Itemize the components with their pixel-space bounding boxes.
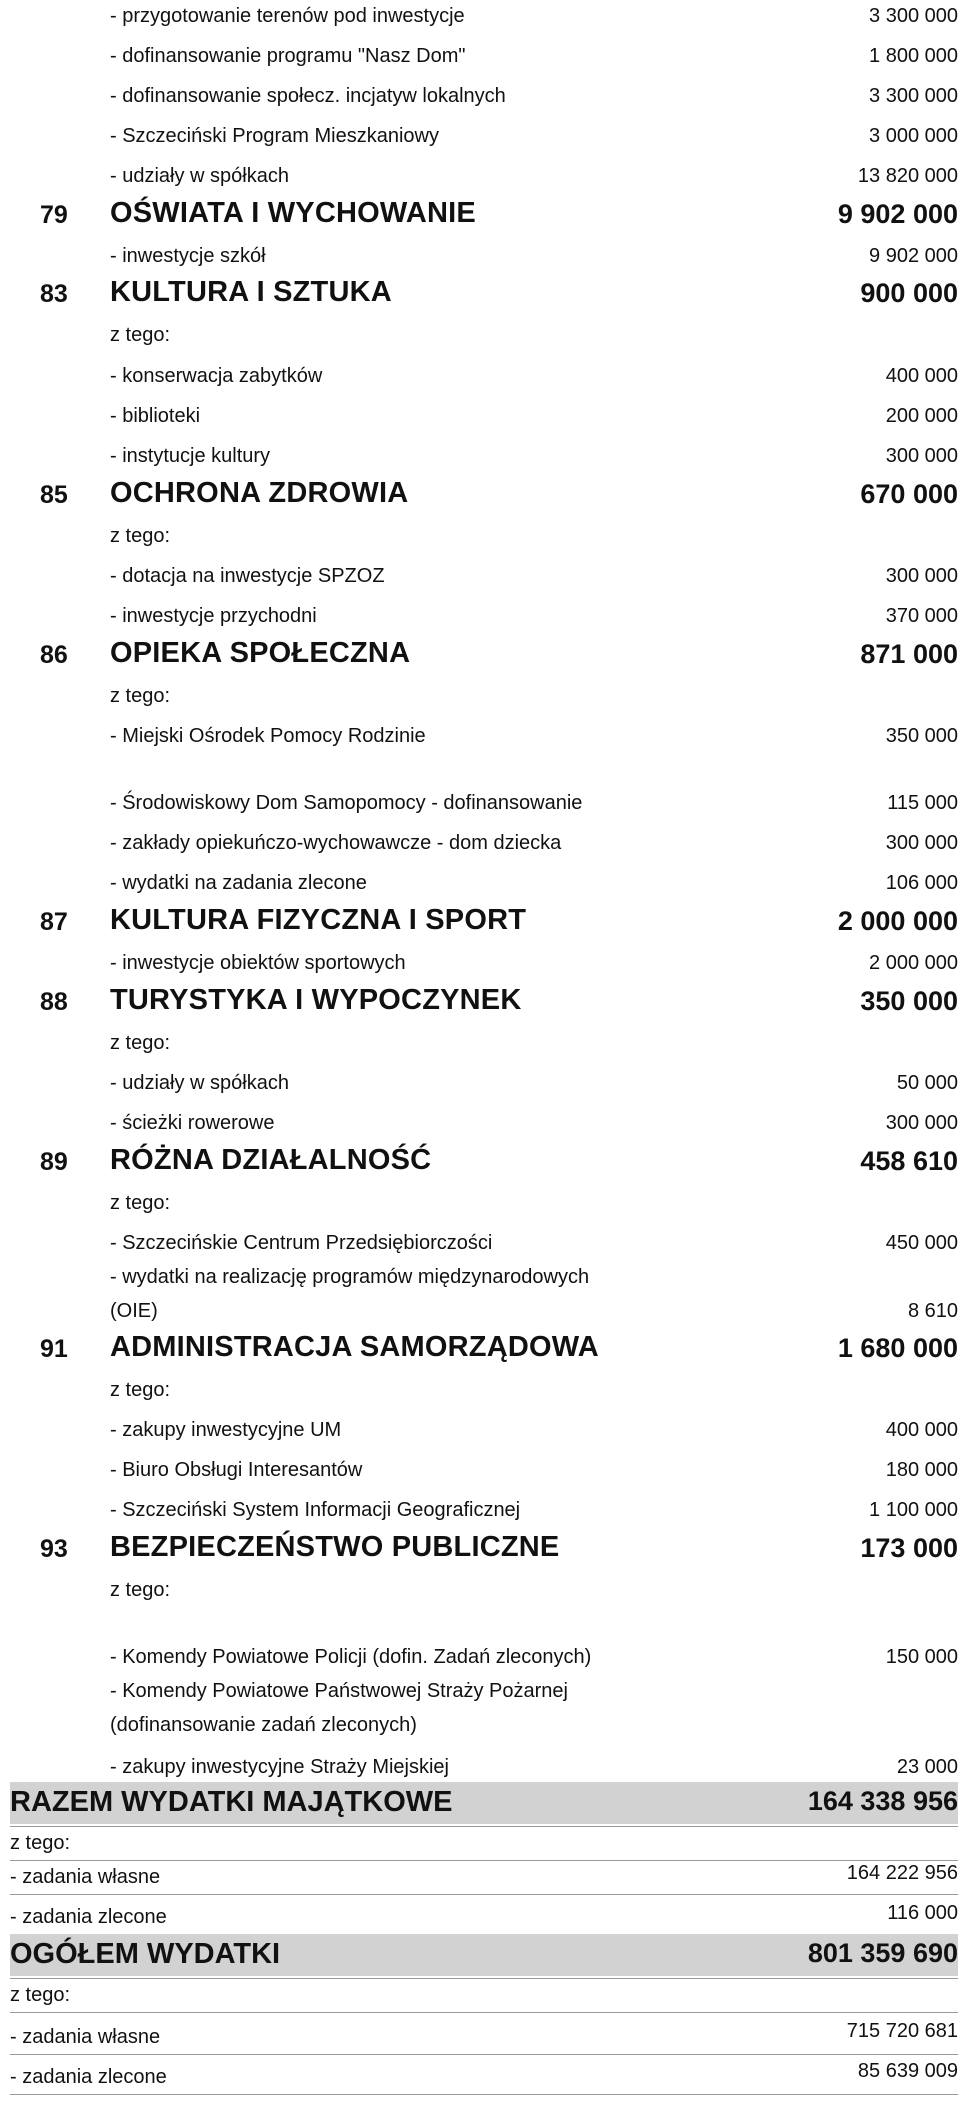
item-row xyxy=(0,241,960,277)
subtotal-row-zlecone xyxy=(0,1902,960,1936)
item-label: - Komendy Powiatowe Policji (dofin. Zadań zleconych) xyxy=(110,1646,592,1668)
item-label: - udziały w spółkach xyxy=(110,165,289,187)
item-row xyxy=(0,1455,960,1491)
item-row xyxy=(0,1296,960,1332)
divider xyxy=(10,1894,958,1895)
section-value: 2 000 000 xyxy=(837,906,958,936)
item-value: 200 000 xyxy=(885,405,958,427)
item-row xyxy=(0,948,960,984)
item-row xyxy=(0,361,960,397)
section-title: RÓŻNA DZIAŁALNOŚĆ xyxy=(110,1144,432,1176)
item-row xyxy=(0,1642,960,1678)
section-value: 458 610 xyxy=(860,1146,958,1176)
ztego-row xyxy=(0,1984,960,2014)
section-title: BEZPIECZEŃSTWO PUBLICZNE xyxy=(110,1531,560,1563)
item-label: - inwestycje obiektów sportowych xyxy=(110,952,406,974)
item-row xyxy=(0,788,960,824)
item-label: - dotacja na inwestycje SPZOZ xyxy=(110,565,385,587)
section-title: KULTURA I SZTUKA xyxy=(110,276,392,308)
item-row xyxy=(0,121,960,157)
item-label: (OIE) xyxy=(110,1300,158,1322)
section-heading-row xyxy=(0,197,960,233)
ztego-row xyxy=(0,1375,960,1411)
item-row xyxy=(0,1676,960,1712)
item-value: 400 000 xyxy=(885,365,958,387)
divider xyxy=(10,1978,958,1979)
item-label: - instytucje kultury xyxy=(110,445,271,467)
item-label: - inwestycje przychodni xyxy=(110,605,317,627)
item-label: - dofinansowanie programu "Nasz Dom" xyxy=(110,45,466,67)
total-title: RAZEM WYDATKI MAJĄTKOWE xyxy=(10,1786,453,1818)
item-label: - zakłady opiekuńczo-wychowawcze - dom dziecka xyxy=(110,832,562,854)
item-value: 106 000 xyxy=(885,872,958,894)
section-value: 1 680 000 xyxy=(837,1333,958,1363)
total-value: 164 338 956 xyxy=(807,1786,958,1816)
section-value: 900 000 xyxy=(860,278,958,308)
item-row xyxy=(0,601,960,637)
section-title: KULTURA FIZYCZNA I SPORT xyxy=(110,904,527,936)
item-row xyxy=(0,401,960,437)
section-value: 9 902 000 xyxy=(837,199,958,229)
item-label: - zakupy inwestycyjne Straży Miejskiej xyxy=(110,1756,449,1778)
section-title: OŚWIATA I WYCHOWANIE xyxy=(110,197,476,229)
ztego-label: z tego: xyxy=(110,1032,171,1054)
item-label: - Szczecińskie Centrum Przedsiębiorczości xyxy=(110,1232,493,1254)
item-label: - udziały w spółkach xyxy=(110,1072,289,1094)
item-value: 450 000 xyxy=(885,1232,958,1254)
divider xyxy=(10,1860,958,1861)
section-code: 86 xyxy=(40,641,68,669)
divider xyxy=(10,1826,958,1827)
ztego-label: z tego: xyxy=(110,685,171,707)
item-value: 300 000 xyxy=(885,445,958,467)
item-label: - Miejski Ośrodek Pomocy Rodzinie xyxy=(110,725,426,747)
item-row xyxy=(0,161,960,197)
divider xyxy=(10,2054,958,2055)
item-row xyxy=(0,561,960,597)
subtotal-value: 164 222 956 xyxy=(846,1862,958,1884)
ztego-row xyxy=(0,1028,960,1064)
item-value: 8 610 xyxy=(907,1300,958,1322)
item-label: - konserwacja zabytków xyxy=(110,365,323,387)
section-value: 350 000 xyxy=(860,986,958,1016)
section-code: 83 xyxy=(40,280,68,308)
item-value: 13 820 000 xyxy=(857,165,958,187)
item-label: - dofinansowanie społecz. incjatyw lokalnych xyxy=(110,85,506,107)
item-value: 300 000 xyxy=(885,565,958,587)
section-code: 79 xyxy=(40,201,68,229)
item-row xyxy=(0,41,960,77)
item-label: - wydatki na zadania zlecone xyxy=(110,872,367,894)
item-value: 23 000 xyxy=(896,1756,958,1778)
section-code: 93 xyxy=(40,1535,68,1563)
item-row xyxy=(0,1262,960,1298)
item-value: 350 000 xyxy=(885,725,958,747)
section-code: 87 xyxy=(40,908,68,936)
section-code: 85 xyxy=(40,481,68,509)
item-value: 9 902 000 xyxy=(869,245,958,267)
ztego-label: z tego: xyxy=(10,1832,71,1854)
subtotal-value: 116 000 xyxy=(887,1902,958,1924)
item-value: 150 000 xyxy=(885,1646,958,1668)
item-label: - inwestycje szkół xyxy=(110,245,266,267)
section-value: 173 000 xyxy=(860,1533,958,1563)
item-value: 3 300 000 xyxy=(869,85,958,107)
ztego-row xyxy=(0,1188,960,1224)
item-label: - Środowiskowy Dom Samopomocy - dofinansowanie xyxy=(110,792,583,814)
item-value: 3 000 000 xyxy=(869,125,958,147)
section-heading-row xyxy=(0,1531,960,1567)
item-label: - Komendy Powiatowe Państwowej Straży Pożarnej xyxy=(110,1680,568,1702)
item-row xyxy=(0,868,960,904)
item-value: 2 000 000 xyxy=(869,952,958,974)
item-row xyxy=(0,1068,960,1104)
subtotal-label: - zadania własne xyxy=(10,2026,161,2048)
ztego-row xyxy=(0,1832,960,1862)
subtotal-label: - zadania zlecone xyxy=(10,1906,167,1928)
item-value: 1 800 000 xyxy=(869,45,958,67)
item-value: 1 100 000 xyxy=(869,1499,958,1521)
item-value: 3 300 000 xyxy=(869,5,958,27)
item-row xyxy=(0,1415,960,1451)
item-value: 370 000 xyxy=(885,605,958,627)
item-row xyxy=(0,1108,960,1144)
item-value: 400 000 xyxy=(885,1419,958,1441)
subtotal-label: - zadania własne xyxy=(10,1866,161,1888)
subtotal-row-wlasne xyxy=(0,2020,960,2056)
ztego-label: z tego: xyxy=(110,1379,171,1401)
ztego-row xyxy=(0,320,960,356)
section-code: 89 xyxy=(40,1148,68,1176)
item-label: (dofinansowanie zadań zleconych) xyxy=(110,1714,417,1736)
item-row xyxy=(0,1495,960,1531)
item-value: 115 000 xyxy=(887,792,958,814)
section-heading-row xyxy=(0,904,960,940)
total-title: OGÓŁEM WYDATKI xyxy=(10,1938,281,1970)
ztego-row xyxy=(0,1575,960,1611)
item-label: - Szczeciński System Informacji Geograficznej xyxy=(110,1499,521,1521)
total-row-ogolem xyxy=(0,1938,960,1978)
item-value: 180 000 xyxy=(885,1459,958,1481)
divider xyxy=(10,2094,958,2095)
subtotal-value: 715 720 681 xyxy=(846,2020,958,2042)
item-label: - wydatki na realizację programów międzynarodowych xyxy=(110,1266,590,1288)
section-heading-row xyxy=(0,1331,960,1367)
item-label: - biblioteki xyxy=(110,405,201,427)
item-value: 300 000 xyxy=(885,1112,958,1134)
item-label: - Szczeciński Program Mieszkaniowy xyxy=(110,125,439,147)
item-row xyxy=(0,441,960,477)
item-row xyxy=(0,1,960,37)
section-code: 88 xyxy=(40,988,68,1016)
divider xyxy=(10,2012,958,2013)
ztego-label: z tego: xyxy=(110,525,171,547)
item-row xyxy=(0,81,960,117)
section-heading-row xyxy=(0,276,960,312)
subtotal-row-wlasne xyxy=(0,1862,960,1896)
subtotal-row-zlecone xyxy=(0,2060,960,2096)
item-row xyxy=(0,1710,960,1746)
ztego-row xyxy=(0,521,960,557)
section-heading-row xyxy=(0,637,960,673)
section-value: 871 000 xyxy=(860,639,958,669)
subtotal-label: - zadania zlecone xyxy=(10,2066,167,2088)
item-row xyxy=(0,828,960,864)
section-title: OCHRONA ZDROWIA xyxy=(110,477,409,509)
section-code: 91 xyxy=(40,1335,68,1363)
ztego-label: z tego: xyxy=(110,324,171,346)
item-label: - Biuro Obsługi Interesantów xyxy=(110,1459,363,1481)
section-heading-row xyxy=(0,1144,960,1180)
section-title: ADMINISTRACJA SAMORZĄDOWA xyxy=(110,1331,599,1363)
section-title: TURYSTYKA I WYPOCZYNEK xyxy=(110,984,522,1016)
total-value: 801 359 690 xyxy=(807,1938,958,1968)
subtotal-value: 85 639 009 xyxy=(857,2060,958,2082)
section-heading-row xyxy=(0,477,960,513)
total-row-majatkowe xyxy=(0,1786,960,1826)
item-label: - ścieżki rowerowe xyxy=(110,1112,275,1134)
item-row xyxy=(0,721,960,757)
section-value: 670 000 xyxy=(860,479,958,509)
item-value: 50 000 xyxy=(896,1072,958,1094)
section-heading-row xyxy=(0,984,960,1020)
ztego-label: z tego: xyxy=(110,1192,171,1214)
section-title: OPIEKA SPOŁECZNA xyxy=(110,637,411,669)
item-value: 300 000 xyxy=(885,832,958,854)
ztego-label: z tego: xyxy=(110,1579,171,1601)
item-row xyxy=(0,1228,960,1264)
item-label: - przygotowanie terenów pod inwestycje xyxy=(110,5,465,27)
item-label: - zakupy inwestycyjne UM xyxy=(110,1419,342,1441)
ztego-row xyxy=(0,681,960,717)
ztego-label: z tego: xyxy=(10,1984,71,2006)
